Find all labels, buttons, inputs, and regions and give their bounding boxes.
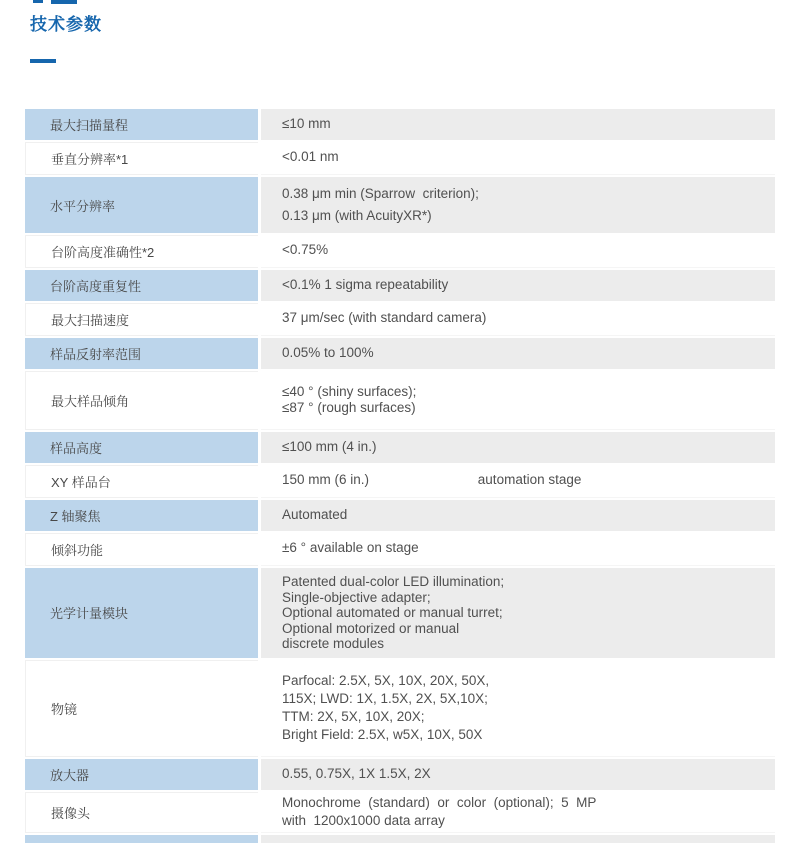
spec-value-line: ≤100 mm (4 in.): [282, 439, 377, 454]
table-row: [25, 235, 775, 268]
spec-table: [25, 109, 775, 843]
spec-value: [261, 465, 775, 498]
spec-label: 摄像头: [25, 792, 258, 833]
spec-label: [25, 835, 258, 843]
section-header: [0, 0, 800, 63]
spec-label: 样品高度: [25, 432, 258, 463]
spec-value: [261, 109, 775, 140]
spec-value: [261, 500, 775, 531]
spec-value-line: Optional automated or manual turret;: [282, 605, 503, 620]
spec-value-line: Optional motorized or manual: [282, 620, 460, 636]
spec-value-line: 0.13 μm (with AcuityXR*): [282, 208, 432, 223]
table-row: [25, 660, 775, 757]
spec-value: [261, 835, 775, 843]
spec-value-line: ≤87 ° (rough surfaces): [282, 400, 416, 415]
spec-value: [261, 303, 775, 336]
spec-value-line: 115X; LWD: 1X, 1.5X, 2X, 5X,10X;: [282, 690, 488, 706]
spec-label: 最大扫描速度: [25, 303, 258, 336]
spec-label: XY 样品台: [25, 465, 258, 498]
table-row: [25, 338, 775, 369]
table-row: [25, 371, 775, 430]
table-row: [25, 500, 775, 531]
spec-value-line: Automated: [282, 507, 348, 522]
spec-value: [261, 568, 775, 658]
spec-label: 样品反射率范围: [25, 338, 258, 369]
spec-value-line: ±6 ° available on stage: [282, 540, 419, 555]
clipped-content-above: [51, 0, 77, 4]
spec-label: 水平分辨率: [25, 177, 258, 233]
spec-value-line: 0.05% to 100%: [282, 345, 374, 360]
spec-value-line: discrete modules: [282, 636, 385, 651]
spec-label: Z 轴聚焦: [25, 500, 258, 531]
spec-value: [261, 338, 775, 369]
table-row: [25, 432, 775, 463]
spec-value: [261, 759, 775, 790]
spec-value-line: ≤40 ° (shiny surfaces);: [282, 384, 417, 399]
spec-label: 光学计量模块: [25, 568, 258, 658]
spec-value-line: Single-objective adapter;: [282, 589, 431, 605]
clipped-content-above: [33, 0, 43, 3]
spec-value: [261, 235, 775, 268]
spec-label: 最大样品倾角: [25, 371, 258, 430]
table-row: [25, 270, 775, 301]
spec-value: [261, 660, 775, 757]
table-row: [25, 109, 775, 140]
title-underline: [30, 59, 56, 63]
spec-value-line: Patented dual-color LED illumination;: [282, 574, 505, 589]
spec-value-line: Bright Field: 2.5X, w5X, 10X, 50X: [282, 726, 483, 742]
spec-value-line: Parfocal: 2.5X, 5X, 10X, 20X, 50X,: [282, 672, 490, 688]
table-row: [25, 759, 775, 790]
table-row: [25, 465, 775, 498]
spec-value-line: 150 mm (6 in.) automation stage: [282, 472, 582, 487]
spec-value: [261, 533, 775, 566]
spec-value: [261, 142, 775, 175]
spec-value: [261, 792, 775, 833]
spec-label: 倾斜功能: [25, 533, 258, 566]
table-row: [25, 533, 775, 566]
table-row: [25, 835, 775, 843]
table-row: [25, 177, 775, 233]
table-row: [25, 303, 775, 336]
spec-value: [261, 270, 775, 301]
spec-value-line: 0.38 μm min (Sparrow criterion);: [282, 186, 479, 201]
table-row: [25, 142, 775, 175]
spec-value-line: 37 μm/sec (with standard camera): [282, 310, 487, 325]
spec-value-line: 0.55, 0.75X, 1X 1.5X, 2X: [282, 765, 431, 781]
spec-label: 物镜: [25, 660, 258, 757]
spec-value-line: Monochrome (standard) or color (optional); 5 MP: [282, 794, 597, 810]
spec-label: 台阶高度准确性*2: [25, 235, 258, 268]
table-row: [25, 568, 775, 658]
spec-label: 台阶高度重复性: [25, 270, 258, 301]
spec-value-line: with 1200x1000 data array: [282, 812, 445, 828]
spec-value-line: <0.75%: [282, 242, 329, 257]
spec-label: 放大器: [25, 759, 258, 790]
section-title: 技术参数: [30, 15, 102, 34]
spec-label: 垂直分辨率*1: [25, 142, 258, 175]
spec-value-line: ≤10 mm: [282, 116, 331, 131]
spec-value: [261, 371, 775, 430]
spec-value-line: TTM: 2X, 5X, 10X, 20X;: [282, 708, 425, 724]
table-row: [25, 792, 775, 833]
spec-label: 最大扫描量程: [25, 109, 258, 140]
spec-value-line: <0.1% 1 sigma repeatability: [282, 277, 449, 292]
spec-value-line: <0.01 nm: [282, 149, 339, 164]
spec-value: [261, 177, 775, 233]
spec-value: [261, 432, 775, 463]
